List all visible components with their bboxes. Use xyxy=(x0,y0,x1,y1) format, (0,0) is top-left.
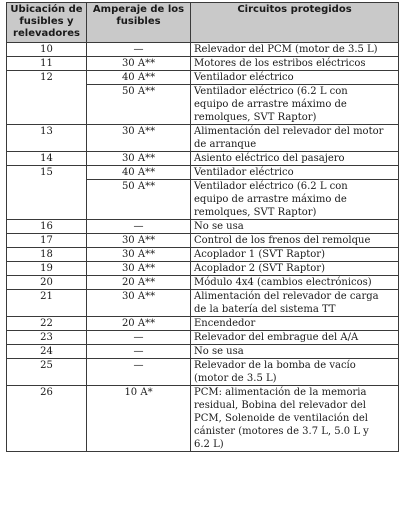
fuse-location-cell: 24 xyxy=(7,345,87,359)
protected-circuit-cell: Alimentación del relevador del motor de arranque xyxy=(191,125,399,152)
table-row xyxy=(7,345,399,359)
table-row xyxy=(7,248,399,262)
fuse-amperage-cell: 40 A** xyxy=(87,166,191,180)
fuse-location-cell: 20 xyxy=(7,276,87,290)
table-row xyxy=(7,317,399,331)
fuse-amperage-cell: — xyxy=(87,43,191,57)
header-row xyxy=(7,3,399,43)
table-row xyxy=(7,386,399,452)
protected-circuit-cell: Asiento eléctrico del pasajero xyxy=(191,152,399,166)
fuse-amperage-cell: — xyxy=(87,345,191,359)
fuse-amperage-cell: 30 A** xyxy=(87,234,191,248)
fuse-location-cell: 25 xyxy=(7,359,87,386)
table-row xyxy=(7,359,399,386)
fuse-table xyxy=(6,2,399,452)
protected-circuit-cell: Acoplador 1 (SVT Raptor) xyxy=(191,248,399,262)
protected-circuit-cell: Acoplador 2 (SVT Raptor) xyxy=(191,262,399,276)
fuse-location-cell: 10 xyxy=(7,43,87,57)
protected-circuit-cell: Ventilador eléctrico (6.2 L con equipo de arrastre máximo de remolques, SVT Raptor) xyxy=(191,180,399,220)
fuse-location-cell: 13 xyxy=(7,125,87,152)
fuse-amperage-cell: 30 A** xyxy=(87,57,191,71)
fuse-amperage-cell: 50 A** xyxy=(87,180,191,220)
fuse-amperage-cell: 30 A** xyxy=(87,152,191,166)
protected-circuit-cell: No se usa xyxy=(191,345,399,359)
fuse-location-cell: 26 xyxy=(7,386,87,452)
table-row xyxy=(7,234,399,248)
fuse-amperage-cell: 40 A** xyxy=(87,71,191,85)
table-row xyxy=(7,220,399,234)
table-row xyxy=(7,290,399,317)
protected-circuit-cell: Ventilador eléctrico xyxy=(191,166,399,180)
fuse-amperage-cell: 20 A** xyxy=(87,317,191,331)
fuse-amperage-cell: 20 A** xyxy=(87,276,191,290)
fuse-amperage-cell: 30 A** xyxy=(87,125,191,152)
table-row xyxy=(7,152,399,166)
fuse-table-body xyxy=(7,43,399,452)
fuse-location-cell: 21 xyxy=(7,290,87,317)
fuse-amperage-cell: 10 A* xyxy=(87,386,191,452)
protected-circuit-cell: No se usa xyxy=(191,220,399,234)
table-row xyxy=(7,43,399,57)
protected-circuit-cell: Relevador del embrague del A/A xyxy=(191,331,399,345)
protected-circuit-cell: Ventilador eléctrico xyxy=(191,71,399,85)
fuse-amperage-cell: 50 A** xyxy=(87,85,191,125)
protected-circuit-cell: Módulo 4x4 (cambios electrónicos) xyxy=(191,276,399,290)
fuse-location-cell: 22 xyxy=(7,317,87,331)
fuse-amperage-cell: — xyxy=(87,220,191,234)
fuse-location-cell: 18 xyxy=(7,248,87,262)
fuse-amperage-cell: — xyxy=(87,359,191,386)
fuse-location-cell: 11 xyxy=(7,57,87,71)
table-row xyxy=(7,331,399,345)
protected-circuit-cell: Alimentación del relevador de carga de la batería del sistema TT xyxy=(191,290,399,317)
fuse-location-cell: 19 xyxy=(7,262,87,276)
protected-circuit-cell: Ventilador eléctrico (6.2 L con equipo de arrastre máximo de remolques, SVT Raptor) xyxy=(191,85,399,125)
fuse-location-cell: 12 xyxy=(7,71,87,125)
fuse-location-cell: 17 xyxy=(7,234,87,248)
header-location: Ubicación de fusibles y relevadores xyxy=(7,3,87,43)
fuse-amperage-cell: 30 A** xyxy=(87,262,191,276)
table-row xyxy=(7,125,399,152)
fuse-location-cell: 14 xyxy=(7,152,87,166)
header-circuits: Circuitos protegidos xyxy=(191,3,399,43)
protected-circuit-cell: Relevador del PCM (motor de 3.5 L) xyxy=(191,43,399,57)
protected-circuit-cell: PCM: alimentación de la memoria residual, Bobina del relevador del PCM, Solenoide de ventilación del cánister (motores de 3.7 L, 5.0 L y 6.2 L) xyxy=(191,386,399,452)
header-amperage: Amperaje de los fusibles xyxy=(87,3,191,43)
protected-circuit-cell: Motores de los estribos eléctricos xyxy=(191,57,399,71)
fuse-location-cell: 15 xyxy=(7,166,87,220)
table-row xyxy=(7,276,399,290)
table-row xyxy=(7,166,399,180)
fuse-amperage-cell: 30 A** xyxy=(87,290,191,317)
table-row xyxy=(7,71,399,85)
table-row xyxy=(7,262,399,276)
protected-circuit-cell: Encendedor xyxy=(191,317,399,331)
fuse-location-cell: 16 xyxy=(7,220,87,234)
table-row xyxy=(7,57,399,71)
protected-circuit-cell: Relevador de la bomba de vacío (motor de 3.5 L) xyxy=(191,359,399,386)
fuse-amperage-cell: 30 A** xyxy=(87,248,191,262)
fuse-location-cell: 23 xyxy=(7,331,87,345)
fuse-amperage-cell: — xyxy=(87,331,191,345)
protected-circuit-cell: Control de los frenos del remolque xyxy=(191,234,399,248)
